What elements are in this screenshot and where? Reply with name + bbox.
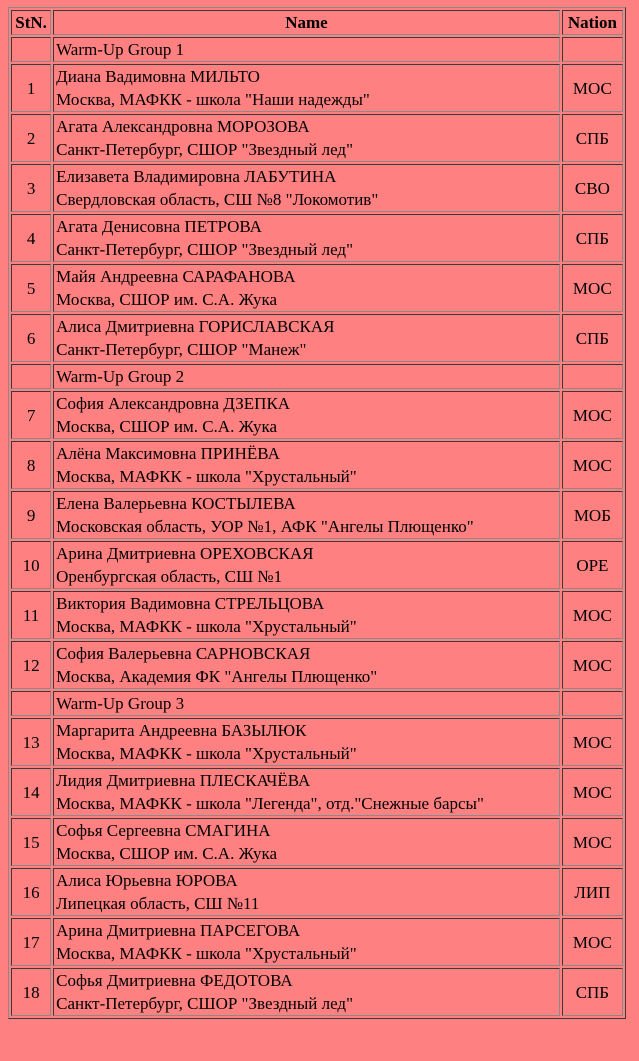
athlete-row [11,768,623,816]
warmup-group-label: Warm-Up Group 1 [53,37,560,62]
athlete-club: Оренбургская область, СШ №1 [56,567,283,586]
warmup-group-row [11,364,623,389]
athlete-row [11,718,623,766]
athlete-club: Москва, МАФКК - школа "Хрустальный" [56,467,357,486]
entries-body [11,37,623,1016]
athlete-cell [53,918,560,966]
athlete-name: София Валерьевна САРНОВСКАЯ [56,644,311,663]
start-number: 5 [11,264,51,312]
athlete-row [11,391,623,439]
athlete-name: Агата Денисовна ПЕТРОВА [56,217,262,236]
athlete-cell [53,114,560,162]
athlete-name: Алиса Юрьевна ЮРОВА [56,871,238,890]
start-number: 18 [11,968,51,1016]
nation-code: МОС [562,64,623,112]
nation-code: МОС [562,591,623,639]
athlete-cell [53,264,560,312]
athlete-name: София Александровна ДЗЕПКА [56,394,291,413]
athlete-row [11,264,623,312]
header-row [11,10,623,35]
stn-header: StN. [11,10,51,35]
athlete-cell [53,818,560,866]
athlete-cell [53,214,560,262]
athlete-club: Москва, МАФКК - школа "Хрустальный" [56,744,357,763]
warmup-group-label: Warm-Up Group 3 [53,691,560,716]
warmup-group-label: Warm-Up Group 2 [53,364,560,389]
athlete-cell [53,718,560,766]
athlete-row [11,114,623,162]
athlete-row [11,64,623,112]
nation-code: ЛИП [562,868,623,916]
athlete-club: Московская область, УОР №1, АФК "Ангелы Плющенко" [56,517,474,536]
athlete-club: Москва, МАФКК - школа "Хрустальный" [56,944,357,963]
start-number: 9 [11,491,51,539]
athlete-name: Арина Дмитриевна ОРЕХОВСКАЯ [56,544,314,563]
nation-code: ОРЕ [562,541,623,589]
nation-code: СПБ [562,214,623,262]
start-number: 12 [11,641,51,689]
athlete-club: Санкт-Петербург, СШОР "Звездный лед" [56,240,354,259]
athlete-row [11,314,623,362]
athlete-name: Алиса Дмитриевна ГОРИСЛАВСКАЯ [56,317,335,336]
start-number: 3 [11,164,51,212]
athlete-name: Софья Сергеевна СМАГИНА [56,821,271,840]
athlete-row [11,968,623,1016]
athlete-row [11,441,623,489]
group-nation-cell [562,364,623,389]
start-number: 2 [11,114,51,162]
nation-code: МОС [562,264,623,312]
start-number: 15 [11,818,51,866]
nation-code: МОС [562,441,623,489]
start-number: 7 [11,391,51,439]
athlete-name: Алёна Максимовна ПРИНЁВА [56,444,280,463]
nation-code: СПБ [562,114,623,162]
athlete-row [11,214,623,262]
warmup-group-row [11,37,623,62]
athlete-name: Софья Дмитриевна ФЕДОТОВА [56,971,293,990]
athlete-row [11,818,623,866]
athlete-name: Майя Андреевна САРАФАНОВА [56,267,296,286]
entries-table [8,7,626,1019]
athlete-club: Москва, Академия ФК "Ангелы Плющенко" [56,667,378,686]
nation-code: СВО [562,164,623,212]
start-number: 6 [11,314,51,362]
start-number: 13 [11,718,51,766]
athlete-club: Санкт-Петербург, СШОР "Манеж" [56,340,307,359]
athlete-name: Арина Дмитриевна ПАРСЕГОВА [56,921,301,940]
athlete-name: Елизавета Владимировна ЛАБУТИНА [56,167,337,186]
athlete-cell [53,868,560,916]
athlete-cell [53,441,560,489]
athlete-cell [53,641,560,689]
athlete-row [11,164,623,212]
nation-code: МОС [562,718,623,766]
nation-code: МОС [562,641,623,689]
start-number: 10 [11,541,51,589]
athlete-cell [53,591,560,639]
athlete-club: Липецкая область, СШ №11 [56,894,260,913]
athlete-club: Москва, СШОР им. С.А. Жука [56,290,278,309]
athlete-name: Виктория Вадимовна СТРЕЛЬЦОВА [56,594,325,613]
start-number: 17 [11,918,51,966]
nation-code: СПБ [562,968,623,1016]
athlete-row [11,641,623,689]
athlete-name: Елена Валерьевна КОСТЫЛЕВА [56,494,296,513]
group-stn-cell [11,364,51,389]
athlete-club: Санкт-Петербург, СШОР "Звездный лед" [56,994,354,1013]
athlete-name: Диана Вадимовна МИЛЬТО [56,67,260,86]
athlete-row [11,868,623,916]
group-nation-cell [562,37,623,62]
athlete-row [11,491,623,539]
athlete-club: Москва, МАФКК - школа "Хрустальный" [56,617,357,636]
nation-code: СПБ [562,314,623,362]
athlete-name: Лидия Дмитриевна ПЛЕСКАЧЁВА [56,771,311,790]
athlete-cell [53,491,560,539]
athlete-cell [53,768,560,816]
nation-header: Nation [562,10,623,35]
athlete-club: Санкт-Петербург, СШОР "Звездный лед" [56,140,354,159]
athlete-club: Москва, СШОР им. С.А. Жука [56,844,278,863]
group-stn-cell [11,691,51,716]
athlete-cell [53,391,560,439]
athlete-club: Москва, СШОР им. С.А. Жука [56,417,278,436]
group-nation-cell [562,691,623,716]
nation-code: МОС [562,768,623,816]
athlete-cell [53,314,560,362]
athlete-cell [53,968,560,1016]
start-number: 1 [11,64,51,112]
athlete-row [11,591,623,639]
warmup-group-row [11,691,623,716]
group-stn-cell [11,37,51,62]
athlete-club: Москва, МАФКК - школа "Легенда", отд."Снежные барсы" [56,794,484,813]
start-number: 16 [11,868,51,916]
start-number: 4 [11,214,51,262]
athlete-cell [53,541,560,589]
start-number: 11 [11,591,51,639]
athlete-cell [53,64,560,112]
nation-code: МОС [562,818,623,866]
athlete-name: Агата Александровна МОРОЗОВА [56,117,310,136]
nation-code: МОБ [562,491,623,539]
name-header: Name [53,10,560,35]
athlete-club: Москва, МАФКК - школа "Наши надежды" [56,90,370,109]
start-number: 14 [11,768,51,816]
athlete-cell [53,164,560,212]
athlete-name: Маргарита Андреевна БАЗЫЛЮК [56,721,307,740]
start-number: 8 [11,441,51,489]
athlete-row [11,541,623,589]
athlete-row [11,918,623,966]
nation-code: МОС [562,391,623,439]
nation-code: МОС [562,918,623,966]
athlete-club: Свердловская область, СШ №8 "Локомотив" [56,190,379,209]
